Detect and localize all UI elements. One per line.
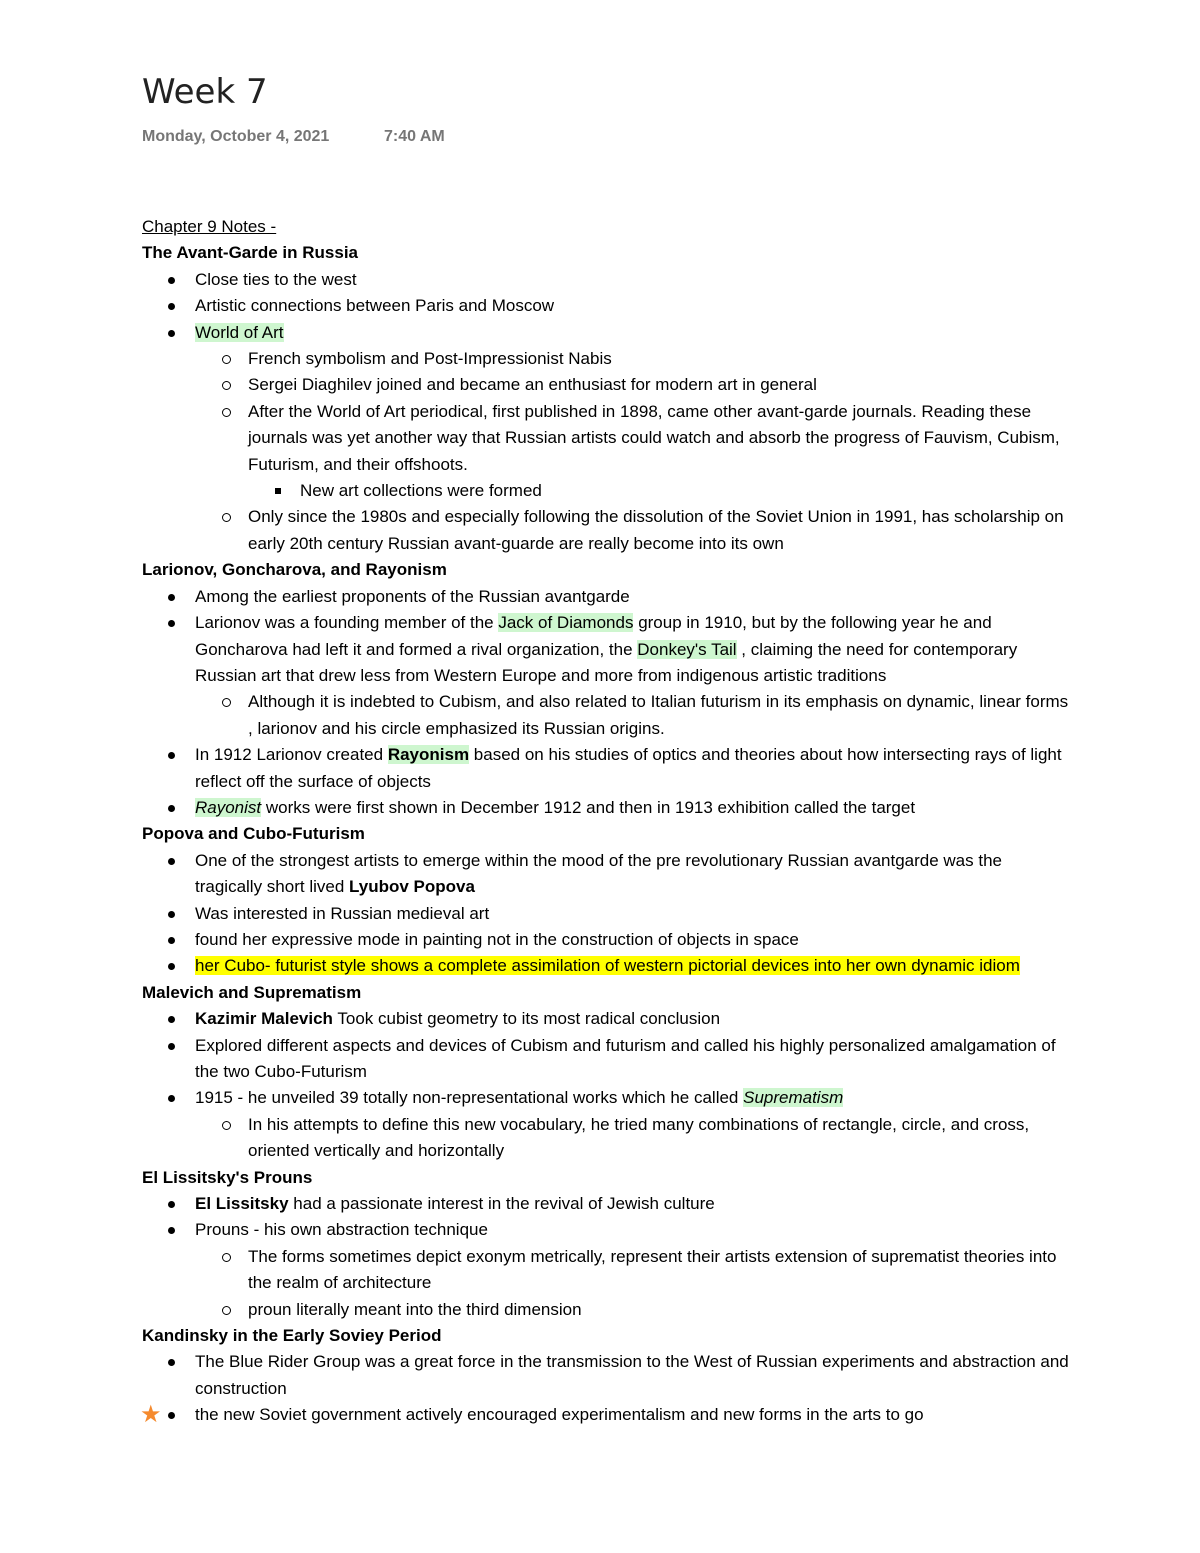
bullet-icon [168,1095,175,1102]
bullet-icon [168,1359,175,1366]
circle-bullet-icon [222,1306,231,1315]
highlight: Rayonism [387,745,470,765]
square-bullet-icon [275,488,281,494]
list-item: New art collections were formed [142,478,1072,504]
bullet-icon [168,594,175,601]
bullet-icon [168,330,175,337]
star-icon[interactable]: ★ [140,1401,162,1429]
list-item: One of the strongest artists to emerge within the mood of the pre revolutionary Russian avantgarde was the tragically short lived Lyubov Popova [142,848,1072,901]
list-item: Prouns - his own abstraction technique [142,1217,1072,1243]
bullet-icon [168,963,175,970]
bullet-icon [168,1201,175,1208]
note-metadata [142,128,445,146]
circle-bullet-icon [222,408,231,417]
list-item: Although it is indebted to Cubism, and also related to Italian futurism in its emphasis on dynamic, linear forms , larionov and his circle emphasized its Russian origins. [142,689,1072,742]
chapter-heading: Chapter 9 Notes - [142,217,277,236]
list-item: Artistic connections between Paris and Moscow [142,293,1072,319]
section-heading: Malevich and Suprematism [142,982,362,1002]
bullet-icon [168,620,175,627]
list-item: The Blue Rider Group was a great force in the transmission to the West of Russian experiments and abstraction and construction [142,1349,1072,1402]
note-body[interactable] [142,214,1072,1429]
list-item: Kazimir Malevich Took cubist geometry to its most radical conclusion [142,1006,1072,1032]
bullet-icon [168,858,175,865]
circle-bullet-icon [222,1121,231,1130]
bullet-icon [168,1043,175,1050]
list-item [142,320,1072,346]
highlight: Suprematism [743,1088,844,1108]
list-item: Among the earliest proponents of the Russian avantgarde [142,584,1072,610]
circle-bullet-icon [222,1253,231,1262]
bullet-icon [168,277,175,284]
note-time: 7:40 AM [384,128,445,145]
section-heading: The Avant-Garde in Russia [142,243,359,263]
highlight: Jack of Diamonds [498,613,634,633]
highlight: Rayonist [195,797,262,817]
section-heading: Popova and Cubo-Futurism [142,824,365,844]
bullet-icon [168,1227,175,1234]
bullet-icon [168,752,175,759]
circle-bullet-icon [222,698,231,707]
list-item: Was interested in Russian medieval art [142,901,1072,927]
list-item: Explored different aspects and devices of Cubism and futurism and called his highly personalized amalgamation of the two Cubo-Futurism [142,1033,1072,1086]
list-item: In his attempts to define this new vocabulary, he tried many combinations of rectangle, circle, and cross, oriented vertically and horizontally [142,1112,1072,1165]
bullet-icon [168,1412,175,1419]
bullet-icon [168,937,175,944]
bullet-icon [168,303,175,310]
list-item: El Lissitsky had a passionate interest in the revival of Jewish culture [142,1191,1072,1217]
highlight: World of Art [195,322,284,342]
list-item: Larionov was a founding member of the Jack of Diamonds group in 1910, but by the following year he and Goncharova had left it and formed a rival organization, the Donkey's Tail , claiming the need for contemporary Russian art that drew less from Western Europe and more from indigenous artistic traditions [142,610,1072,689]
list-item: The forms sometimes depict exonym metrically, represent their artists extension of suprematist theories into the realm of architecture [142,1244,1072,1297]
highlight: her Cubo- futurist style shows a complete assimilation of western pictorial devices into her own dynamic idiom [195,956,1020,976]
list-item: proun literally meant into the third dimension [142,1297,1072,1323]
highlight: Donkey's Tail [637,639,737,659]
section-heading: Kandinsky in the Early Soviey Period [142,1326,442,1346]
list-item: Close ties to the west [142,267,1072,293]
page-title: Week 7 [142,72,268,112]
bullet-icon [168,805,175,812]
list-item: found her expressive mode in painting not in the construction of objects in space [142,927,1072,953]
list-item: French symbolism and Post-Impressionist Nabis [142,346,1072,372]
list-item: 1915 - he unveiled 39 totally non-representational works which he called Suprematism [142,1085,1072,1111]
list-item: In 1912 Larionov created Rayonism based on his studies of optics and theories about how intersecting rays of light reflect off the surface of objects [142,742,1072,795]
list-item: Sergei Diaghilev joined and became an enthusiast for modern art in general [142,372,1072,398]
circle-bullet-icon [222,381,231,390]
circle-bullet-icon [222,513,231,522]
circle-bullet-icon [222,355,231,364]
bullet-icon [168,1016,175,1023]
section-heading: El Lissitsky's Prouns [142,1167,313,1187]
list-item: Only since the 1980s and especially following the dissolution of the Soviet Union in 1991, has scholarship on early 20th century Russian avant-guarde are really become into its own [142,504,1072,557]
list-item [142,953,1072,979]
section-heading: Larionov, Goncharova, and Rayonism [142,560,447,580]
list-item: Rayonist works were first shown in December 1912 and then in 1913 exhibition called the target [142,795,1072,821]
bullet-icon [168,911,175,918]
list-item: ★ the new Soviet government actively encouraged experimentalism and new forms in the arts to go [140,1401,924,1429]
note-date: Monday, October 4, 2021 [142,128,330,145]
list-item: After the World of Art periodical, first published in 1898, came other avant-garde journals. Reading these journals was yet another way that Russian artists could watch and absorb the progress of Fauvism, Cubism, Futurism, and their offshoots. [142,399,1072,478]
